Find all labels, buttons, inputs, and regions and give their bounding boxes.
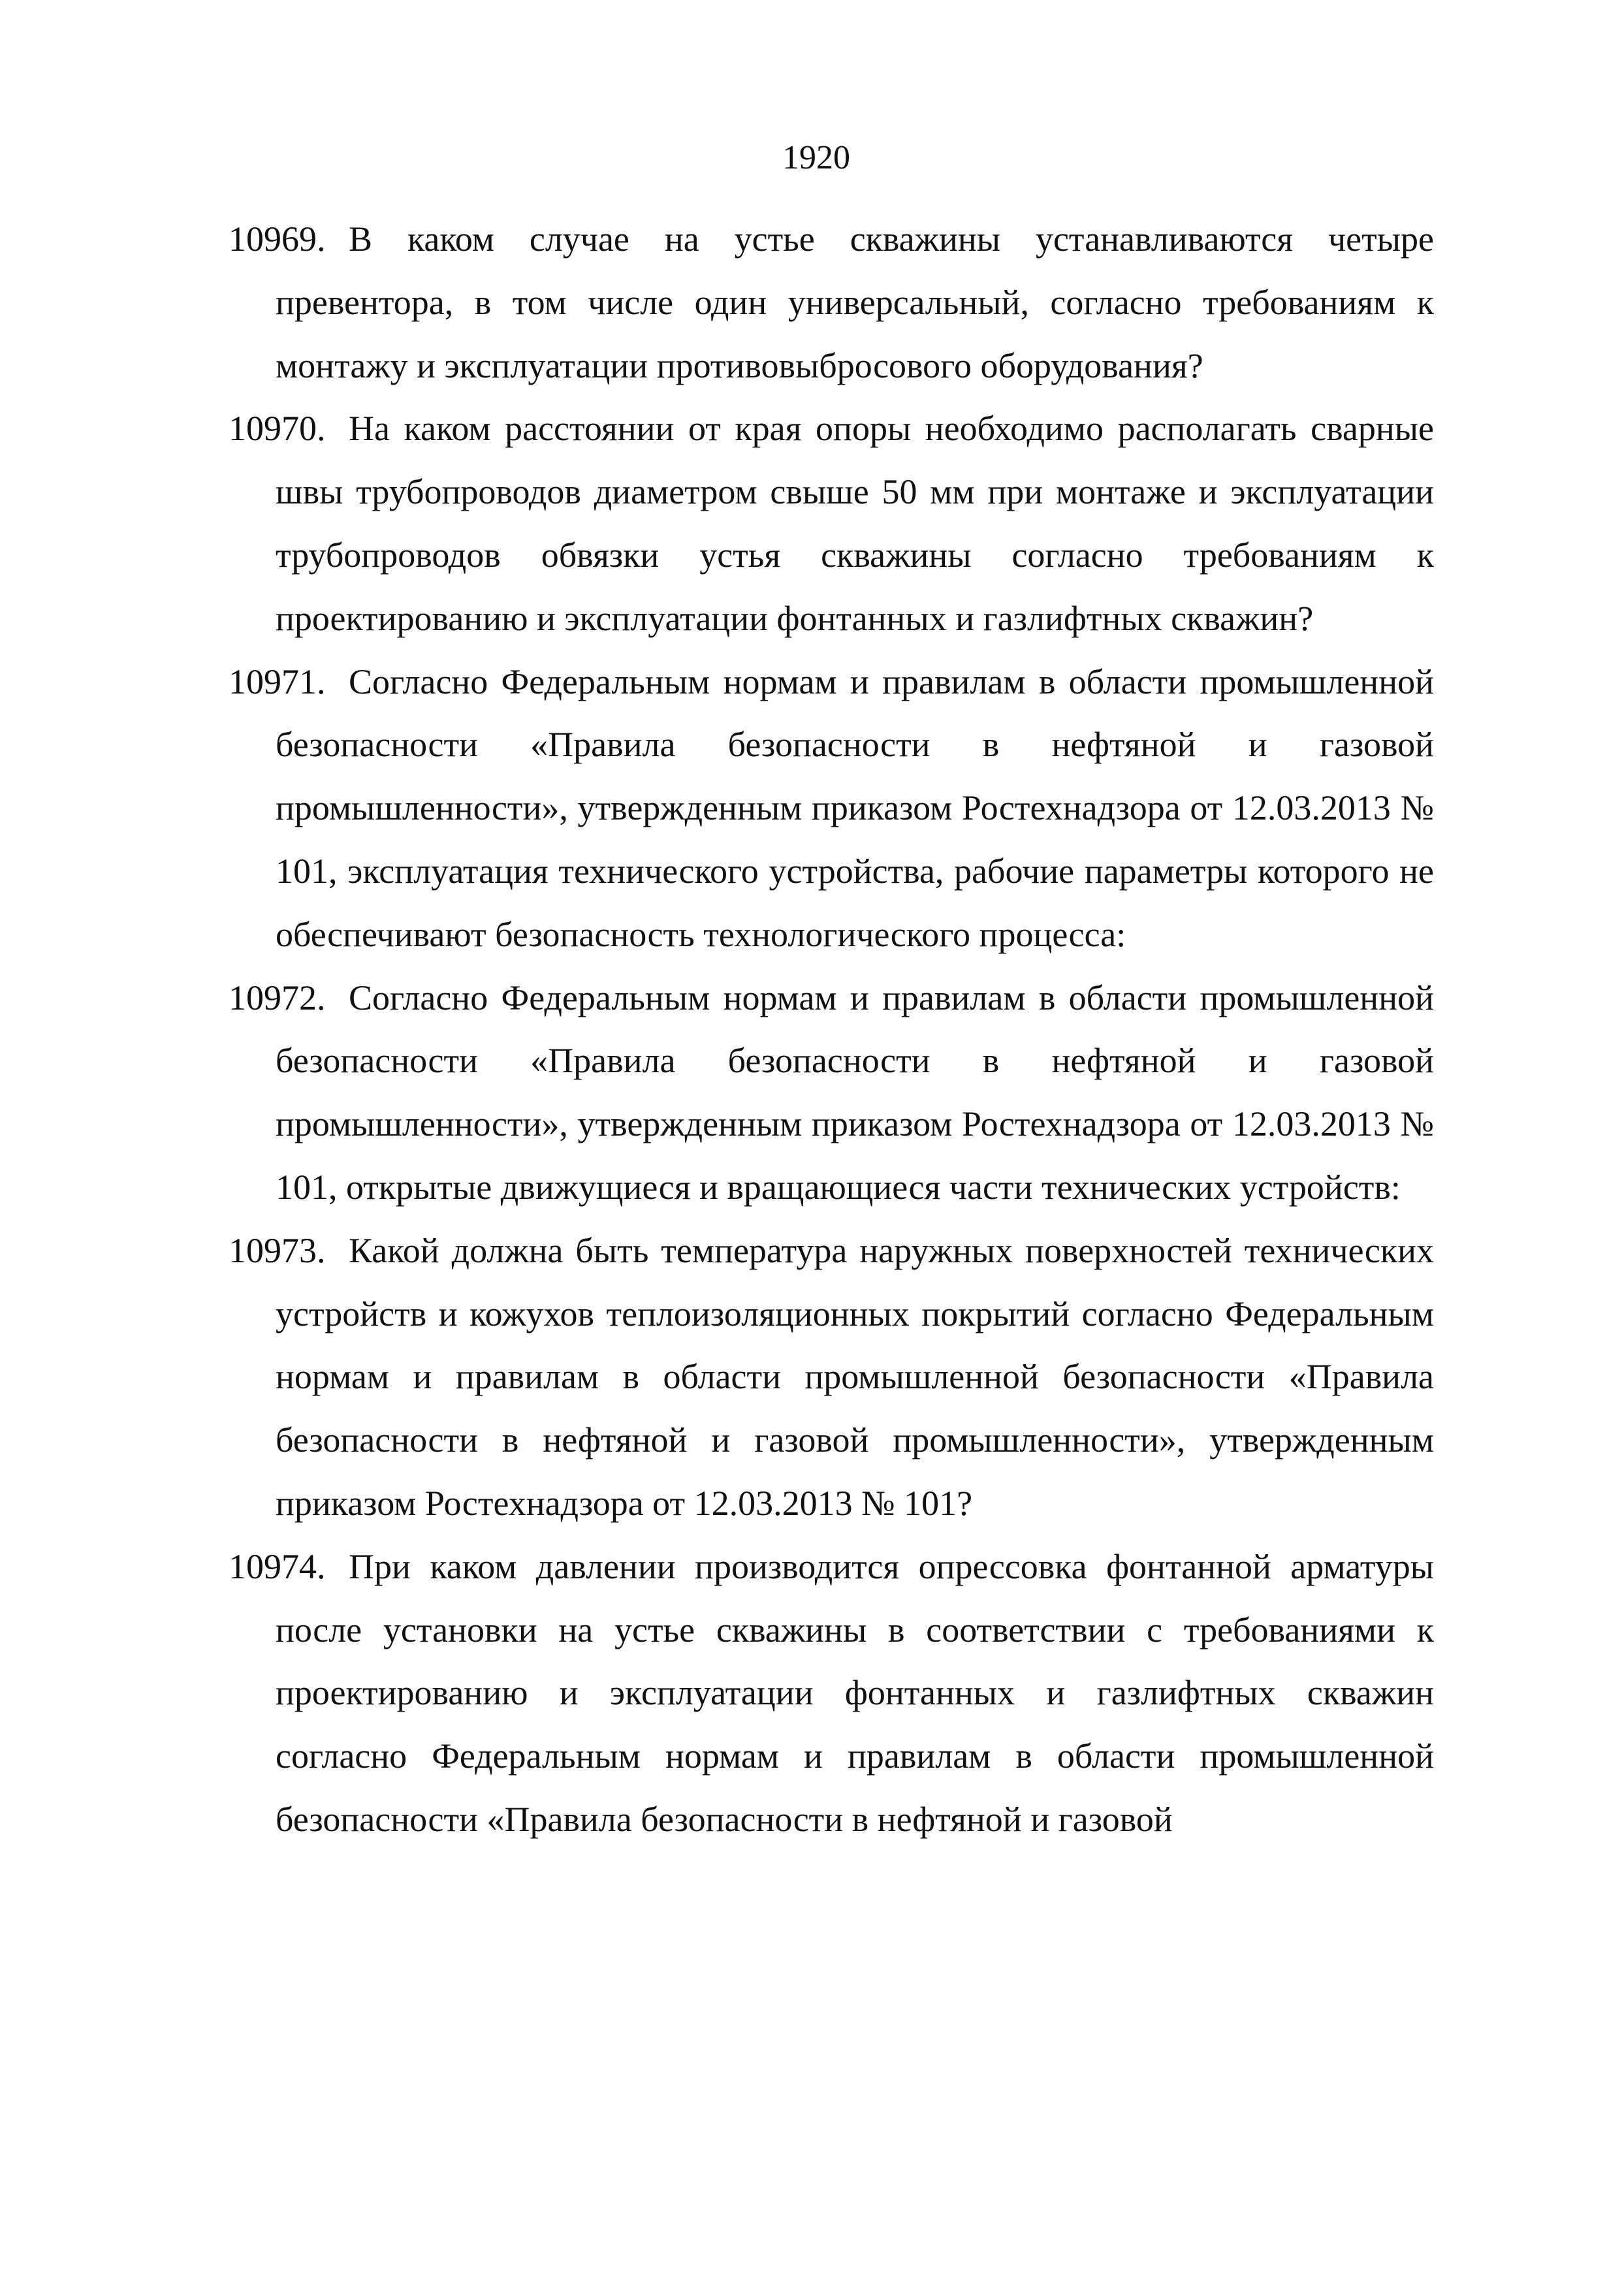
question-number: 10971. [229, 662, 326, 701]
question-text: Какой должна быть температура наружных поверхностей технических устройств и кожухов теплоизоляционных покрытий согласно Федеральным нормам и правилам в области промышленной безопасности «Правила безопасности в нефтяной и газовой промышленности», утвержденным приказом Ростехнадзора от 12.03.2013 № 101? [276, 1230, 1434, 1523]
question-item [229, 1535, 1434, 1851]
question-number: 10969. [229, 219, 326, 259]
question-text: Согласно Федеральным нормам и правилам в области промышленной безопасности «Правила безопасности в нефтяной и газовой промышленности», утвержденным приказом Ростехнадзора от 12.03.2013 № 101, открытые движущиеся и вращающиеся части технических устройств: [276, 978, 1434, 1207]
question-item [229, 1219, 1434, 1535]
question-text: В каком случае на устье скважины устанавливаются четыре превентора, в том числе один универсальный, согласно требованиям к монтажу и эксплуатации противовыбросового оборудования? [276, 219, 1434, 385]
question-item [229, 397, 1434, 650]
question-text: На каком расстоянии от края опоры необходимо располагать сварные швы трубопроводов диаметром свыше 50 мм при монтаже и эксплуатации трубопроводов обвязки устья скважины согласно требованиям к проектированию и эксплуатации фонтанных и газлифтных скважин? [276, 409, 1434, 638]
question-number: 10973. [229, 1230, 326, 1270]
question-number: 10974. [229, 1546, 326, 1586]
page-number: 1920 [782, 139, 850, 176]
question-item [229, 650, 1434, 966]
question-list [229, 208, 1434, 1851]
question-number: 10970. [229, 409, 326, 449]
question-item [229, 966, 1434, 1219]
question-text: Согласно Федеральным нормам и правилам в области промышленной безопасности «Правила безопасности в нефтяной и газовой промышленности», утвержденным приказом Ростехнадзора от 12.03.2013 № 101, эксплуатация технического устройства, рабочие параметры которого не обеспечивают безопасность технологического процесса: [276, 662, 1434, 954]
question-text: При каком давлении производится опрессовка фонтанной арматуры после установки на устье скважины в соответствии с требованиями к проектированию и эксплуатации фонтанных и газлифтных скважин согласно Федеральным нормам и правилам в области промышленной безопасности «Правила безопасности в нефтяной и газовой [276, 1546, 1434, 1839]
question-number: 10972. [229, 978, 326, 1017]
question-item [229, 208, 1434, 397]
